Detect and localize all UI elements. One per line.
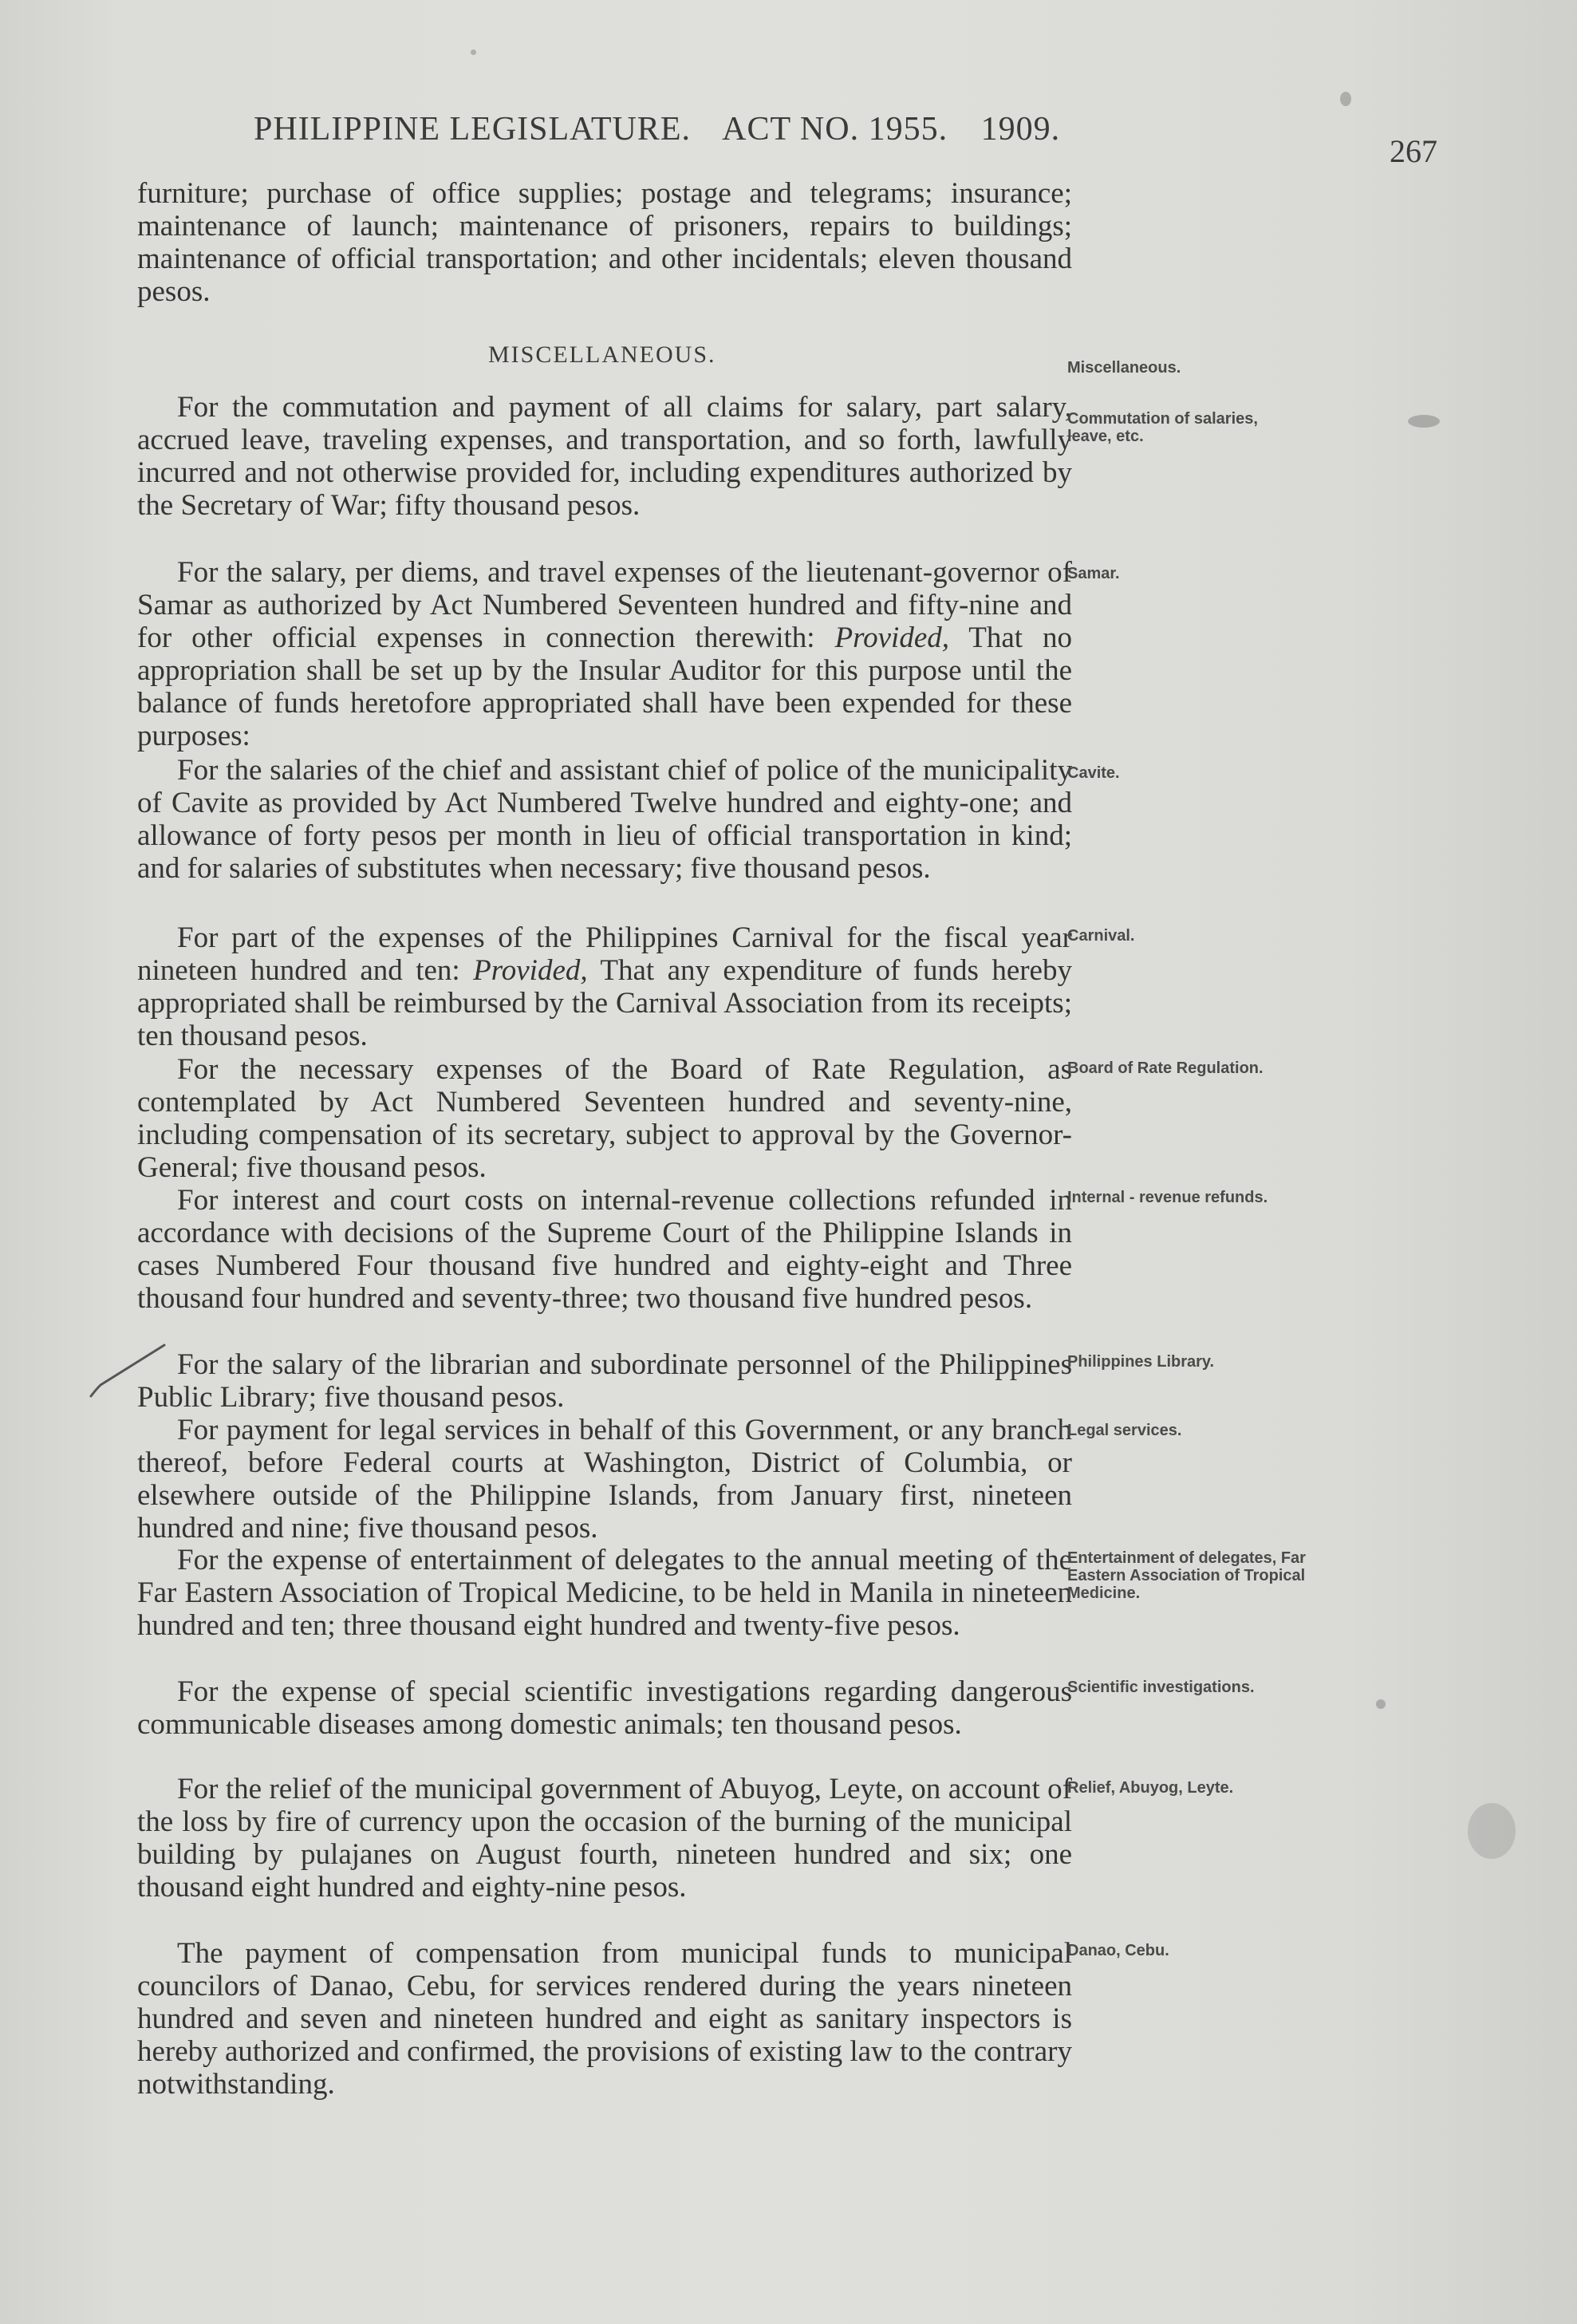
ink-smudge [1340,92,1351,106]
margin-note-philippines-library: Philippines Library. [1067,1353,1215,1371]
margin-note-danao-cebu: Danao, Cebu. [1067,1942,1169,1959]
running-head [254,110,1084,148]
margin-note-miscellaneous: Miscellaneous. [1067,359,1181,377]
running-head-legislature: PHILIPPINE LEGISLATURE. [254,111,691,148]
ink-smudge [1468,1803,1516,1859]
paragraph-scientific-investigations: For the expense of special scientific investigations regarding dangerous communicable diseases among domestic animals; ten thousand pesos. [137,1675,1072,1741]
paragraph-carnival-text-1: For part of the expenses of the Philippines Carnival for the fiscal year nineteen hundred and ten: [137,921,1072,987]
paragraph-philippines-library: For the salary of the librarian and subordinate personnel of the Philippines Public Library; five thousand pesos. [137,1348,1072,1414]
section-title: MISCELLANEOUS. [488,341,716,368]
margin-note-scientific-investigations: Scientific investigations. [1067,1679,1255,1696]
paragraph-danao-cebu: The payment of compensation from municipal funds to municipal councilors of Danao, Cebu, for services rendered during the years nineteen hundred and seven and nineteen hundred and eight as sanitary inspectors is hereby authorized and confirmed, the provisions of existing law to the contrary notwithstanding. [137,1937,1072,2101]
paragraph-board-of-rate-regulation: For the necessary expenses of the Board of Rate Regulation, as contemplated by Act Numbered Seventeen hundred and seventy-nine, including compensation of its secretary, subject to approval by the Governor-General; five thousand pesos. [137,1053,1072,1184]
paragraph-carnival-proviso: Provided, [473,954,588,987]
paragraph-commutation: For the commutation and payment of all claims for salary, part salary, accrued leave, traveling expenses, and transportation, and so forth, lawfully incurred and not otherwise provided for, including expenditures authorized by the Secretary of War; fifty thousand pesos. [137,391,1072,522]
margin-note-commutation: Commutation of salaries, leave, etc. [1067,410,1258,445]
paragraph-carnival [137,921,1072,1052]
paragraph-internal-revenue-refunds: For interest and court costs on internal-revenue collections refunded in accordance with decisions of the Supreme Court of the Philippine Islands in cases Numbered Four thousand five hundred and eighty-eight and Three thousand four hundred and seventy-three; two thousand five hundred pesos. [137,1184,1072,1315]
margin-note-legal-services: Legal services. [1067,1422,1182,1439]
ink-smudge [471,49,476,55]
margin-note-board-of-rate-regulation: Board of Rate Regulation. [1067,1059,1264,1077]
paragraph-samar [137,556,1072,752]
margin-note-entertainment-of-delegates: Entertainment of delegates, Far Eastern Association of Tropical Medicine. [1067,1549,1306,1602]
running-head-year: 1909. [980,111,1061,148]
margin-note-internal-revenue-refunds: Internal - revenue refunds. [1067,1189,1268,1206]
margin-note-samar: Samar. [1067,565,1120,582]
ink-smudge [1376,1699,1386,1709]
margin-note-relief-abuyog: Relief, Abuyog, Leyte. [1067,1779,1234,1797]
paragraph-carnival-text-2: That any expenditure of funds hereby appropriated shall be reimbursed by the Carnival Association from its receipts; ten thousand pesos. [137,954,1072,1052]
paragraph-relief-abuyog: For the relief of the municipal government of Abuyog, Leyte, on account of the loss by fire of currency upon the occasion of the burning of the municipal building by pulajanes on August fourth, nineteen hundred and six; one thousand eight hundred and eighty-nine pesos. [137,1773,1072,1904]
ink-smudge [1408,415,1440,428]
paragraph-samar-proviso: Provided, [834,621,949,654]
opening-paragraph: furniture; purchase of office supplies; postage and telegrams; insurance; maintenance of launch; maintenance of prisoners, repairs to buildings; maintenance of official transportation; and other incidentals; eleven thousand pesos. [137,177,1072,308]
margin-note-cavite: Cavite. [1067,764,1120,782]
running-head-act: ACT NO. 1955. [722,111,948,148]
paragraph-cavite: For the salaries of the chief and assistant chief of police of the municipality of Cavite as provided by Act Numbered Twelve hundred and eighty-one; and allowance of forty pesos per month in lieu of official transportation in kind; and for salaries of substitutes when necessary; five thousand pesos. [137,754,1072,885]
pencil-tick-mark [85,1340,172,1404]
paragraph-legal-services: For payment for legal services in behalf of this Government, or any branch thereof, before Federal courts at Washington, District of Columbia, or elsewhere outside of the Philippine Islands, from January first, nineteen hundred and nine; five thousand pesos. [137,1414,1072,1545]
paragraph-samar-text-2: That no appropriation shall be set up by the Insular Auditor for this purpose until the balance of funds heretofore appropriated shall have been expended for these purposes: [137,621,1072,752]
paragraph-samar-text-1: For the salary, per diems, and travel expenses of the lieutenant-governor of Samar as authorized by Act Numbered Seventeen hundred and fifty-nine and for other official expenses in connection therewith: [137,556,1072,654]
paragraph-entertainment-of-delegates: For the expense of entertainment of delegates to the annual meeting of the Far Eastern Association of Tropical Medicine, to be held in Manila in nineteen hundred and ten; three thousand eight hundred and twenty-five pesos. [137,1544,1072,1642]
page-number: 267 [1390,133,1437,169]
margin-note-carnival: Carnival. [1067,927,1135,945]
